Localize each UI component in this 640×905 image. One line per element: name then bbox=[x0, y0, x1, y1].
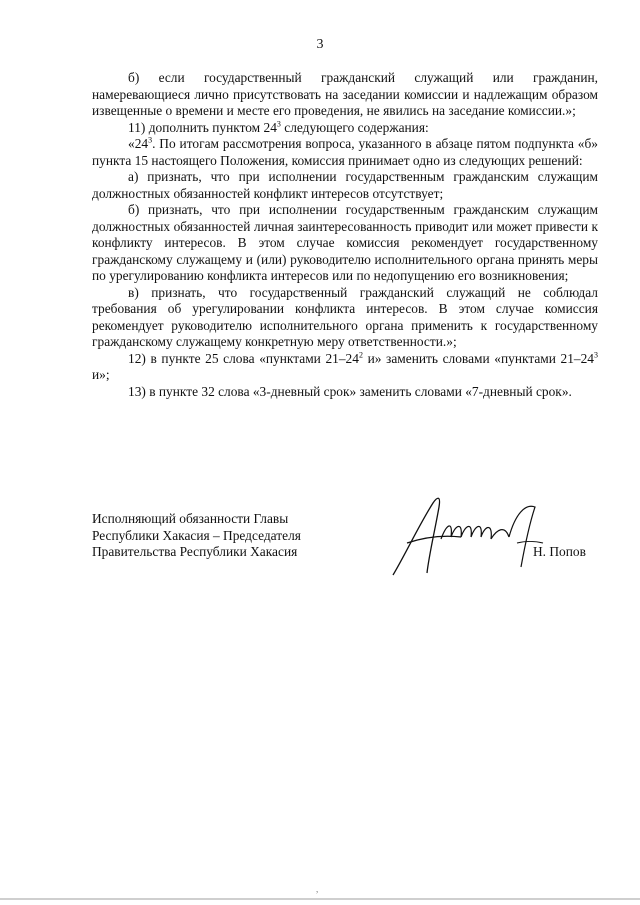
handwritten-signature bbox=[385, 485, 575, 585]
signature-title-line-1: Исполняющий обязанности Главы bbox=[92, 511, 289, 526]
paragraph bbox=[92, 169, 598, 202]
superscript: 3 bbox=[594, 350, 599, 360]
paragraph-text: 13) в пункте 32 слова «3-дневный срок» заменить словами «7-дневный срок». bbox=[128, 383, 572, 399]
paragraph bbox=[92, 384, 598, 401]
paragraph-text: б) если государственный гражданский служащий или гражданин, намеревающиеся лично присутствовать на заседании комиссии и надлежащим образом извещенные о времени и месте его проведения, не явились на заседание комиссии.»; bbox=[92, 70, 598, 118]
paragraph bbox=[92, 120, 598, 137]
paragraph-text: «24 bbox=[128, 136, 149, 151]
paragraph-text: и» заменить словами «пунктами 21–24 bbox=[362, 350, 595, 366]
scan-mark: , bbox=[316, 884, 319, 894]
page-number: 3 bbox=[316, 37, 324, 52]
superscript: 2 bbox=[358, 350, 363, 360]
paragraph-text: 11) дополнить пунктом 24 bbox=[128, 119, 277, 135]
paragraph-text: б) признать, что при исполнении государственным гражданским служащим должностных обязанностей личная заинтересованность приводит или может привести к конфликту интересов. В этом случае комиссия рекомендует государственному гражданскому служащему и (или) руководителю исполнительного органа принять меры по урегулированию конфликта интересов или по недопущению его возникновения; bbox=[92, 202, 598, 283]
paragraph bbox=[92, 136, 598, 169]
paragraph bbox=[92, 351, 598, 384]
paragraph bbox=[92, 202, 598, 285]
paragraph-text: и»; bbox=[92, 367, 110, 382]
signature-title-block bbox=[92, 511, 301, 561]
signature-title-line-3: Правительства Республики Хакасия bbox=[92, 544, 298, 559]
signer-name: Н. Попов bbox=[533, 544, 586, 559]
paragraph bbox=[92, 285, 598, 351]
superscript: 3 bbox=[276, 119, 281, 129]
page-bottom-edge bbox=[0, 898, 640, 900]
paragraph-text: в) признать, что государственный гражданский служащий не соблюдал требования об урегулировании конфликта интересов. В этом случае комиссия рекомендует руководителю исполнительного органа применить к государственному гражданскому служащему конкретную меру ответственности.»; bbox=[92, 284, 598, 349]
paragraph-text: а) признать, что при исполнении государственным гражданским служащим должностных обязанностей конфликт интересов отсутствует; bbox=[92, 169, 598, 201]
signature-title-line-2: Республики Хакасия – Председателя bbox=[92, 527, 301, 543]
paragraph-text: . По итогам рассмотрения вопроса, указанного в абзаце пятом подпункта «б» пункта 15 настоящего Положения, комиссия принимает одно из следующих решений: bbox=[92, 136, 598, 168]
paragraph-text: 12) в пункте 25 слова «пунктами 21–24 bbox=[128, 350, 359, 366]
superscript: 3 bbox=[148, 135, 153, 145]
paragraph bbox=[92, 70, 598, 120]
document-body bbox=[92, 70, 598, 400]
paragraph-text: следующего содержания: bbox=[280, 119, 429, 135]
